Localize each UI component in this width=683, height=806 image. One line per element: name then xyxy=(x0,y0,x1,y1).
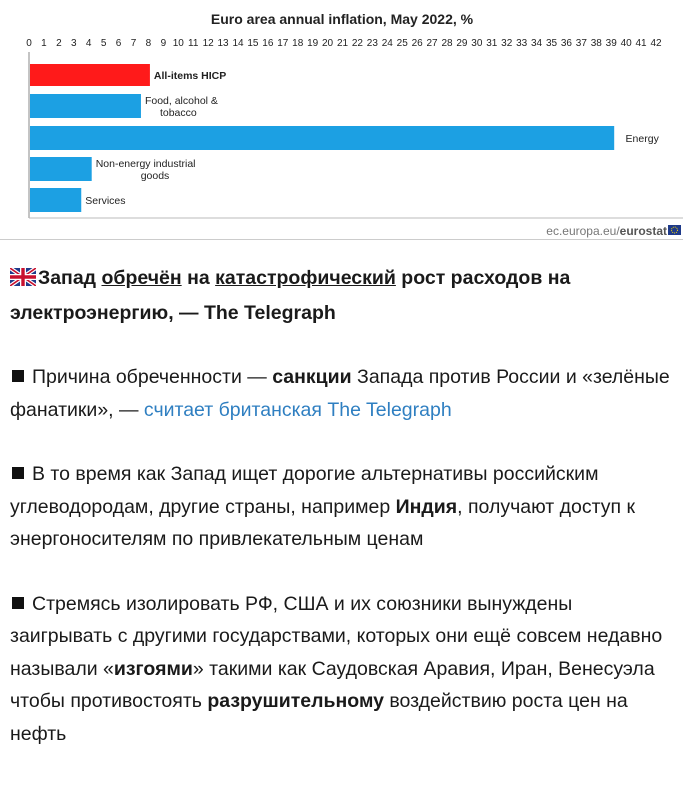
bar xyxy=(30,188,81,212)
text-fragment: Запада против России и «зелёные фанатики», — xyxy=(10,366,670,421)
bold-text: обречён xyxy=(101,267,182,289)
bar-label-line: All-items HICP xyxy=(153,70,227,82)
bold-text: изгоями xyxy=(113,657,193,680)
post-body xyxy=(10,262,675,782)
x-tick-label: 16 xyxy=(262,38,274,49)
source-credit xyxy=(546,224,681,238)
bar-label-line: tobacco xyxy=(159,107,197,119)
x-tick-label: 3 xyxy=(71,38,77,49)
x-tick-label: 6 xyxy=(115,38,122,49)
x-tick-label: 27 xyxy=(426,38,438,49)
x-tick-label: 35 xyxy=(545,38,558,49)
x-tick-label: 25 xyxy=(396,38,408,49)
x-tick-label: 24 xyxy=(381,38,393,49)
post-paragraphs xyxy=(10,361,675,750)
bar-label-line: Food, alcohol & xyxy=(144,95,218,107)
bar-label xyxy=(626,133,660,145)
x-tick-label: 32 xyxy=(501,38,513,49)
uk-flag-icon xyxy=(10,264,36,297)
x-tick-label: 13 xyxy=(217,38,229,49)
x-tick-label: 11 xyxy=(188,38,199,49)
bar-label-line: Non-energy industrial xyxy=(95,158,196,170)
text-fragment: » такими как Саудовская Аравия, Иран, Венесуэла чтобы противостоять xyxy=(10,657,655,712)
x-tick-label: 10 xyxy=(172,38,184,49)
x-tick-label: 28 xyxy=(441,38,453,49)
bar xyxy=(30,64,150,86)
text-fragment: воздействию роста цен на нефть xyxy=(10,690,628,745)
x-tick-label: 41 xyxy=(635,38,647,49)
x-tick-label: 26 xyxy=(411,38,423,49)
black-square-bullet-icon xyxy=(12,370,24,382)
x-tick-label: 20 xyxy=(322,38,334,49)
bar-label-line: goods xyxy=(140,170,170,182)
x-tick-label: 38 xyxy=(590,38,602,49)
x-tick-label: 33 xyxy=(516,38,528,49)
x-tick-label: 34 xyxy=(531,38,543,49)
text-fragment: , получают доступ к энергоносителям по привлекательным ценам xyxy=(10,495,636,550)
x-tick-label: 15 xyxy=(247,38,259,49)
x-tick-label: 8 xyxy=(145,38,152,49)
bar xyxy=(30,157,92,181)
x-tick-label: 40 xyxy=(620,38,632,49)
x-tick-label: 1 xyxy=(41,38,47,49)
x-tick-label: 37 xyxy=(575,38,587,49)
bar-label-line: Services xyxy=(85,195,126,207)
bar-label xyxy=(154,70,226,82)
x-tick-label: 0 xyxy=(26,38,32,49)
x-tick-label: 17 xyxy=(277,38,289,49)
post-paragraph xyxy=(10,588,675,751)
post-paragraph xyxy=(10,458,675,556)
x-tick-label: 30 xyxy=(471,38,483,49)
x-tick-label: 42 xyxy=(650,38,662,49)
bar-label xyxy=(85,195,125,207)
x-tick-label: 29 xyxy=(456,38,468,49)
post-paragraph xyxy=(10,361,675,426)
x-tick-label: 7 xyxy=(130,38,137,49)
x-tick-label: 36 xyxy=(560,38,572,49)
svg-text:ec.europa.eu/eurostat xyxy=(546,224,667,238)
black-square-bullet-icon xyxy=(12,597,24,609)
source-bold-text: eurostat xyxy=(619,224,667,238)
x-tick-label: 31 xyxy=(486,38,498,49)
x-tick-label: 21 xyxy=(336,38,349,49)
bar-label-line: Energy xyxy=(625,133,659,145)
x-tick-label: 2 xyxy=(56,38,62,49)
text-fragment: В то время как Запад ищет дорогие альтернативы российским углеводородам, другие страны, например xyxy=(10,463,599,518)
x-tick-label: 19 xyxy=(307,38,319,49)
bar xyxy=(30,94,141,118)
inflation-chart xyxy=(0,0,683,240)
text-fragment: Причина обреченности — xyxy=(32,366,273,388)
bold-text: санкции xyxy=(272,366,352,388)
post-headline xyxy=(10,262,675,329)
x-tick-label: 12 xyxy=(202,38,214,49)
x-tick-label: 4 xyxy=(85,38,92,49)
bold-text: рост расходов на электроэнергию, — The Telegraph xyxy=(10,267,571,324)
bar xyxy=(30,126,614,150)
source-text: ec.europa.eu/ xyxy=(546,224,620,238)
bold-text: Индия xyxy=(395,495,458,518)
chart-title: Euro area annual inflation, May 2022, % xyxy=(210,11,474,27)
text-fragment: Стремясь изолировать РФ, США и их союзники вынуждены заигрывать с другими государствами, которых они ещё совсем недавно называли « xyxy=(10,592,663,680)
x-tick-label: 18 xyxy=(292,38,304,49)
x-tick-label: 39 xyxy=(605,38,617,49)
x-tick-label: 23 xyxy=(366,38,378,49)
black-square-bullet-icon xyxy=(12,467,24,479)
bold-text: катастрофический xyxy=(215,267,396,289)
x-tick-label: 9 xyxy=(160,38,167,49)
chart-svg xyxy=(0,0,683,240)
x-tick-label: 22 xyxy=(351,38,363,49)
bold-text: разрушительному xyxy=(207,690,384,712)
source-link[interactable]: считает британская The Telegraph xyxy=(143,398,452,421)
bold-text: на xyxy=(181,267,216,289)
x-tick-label: 5 xyxy=(100,38,107,49)
bold-text: Запад xyxy=(38,267,102,289)
x-tick-label: 14 xyxy=(232,38,244,49)
